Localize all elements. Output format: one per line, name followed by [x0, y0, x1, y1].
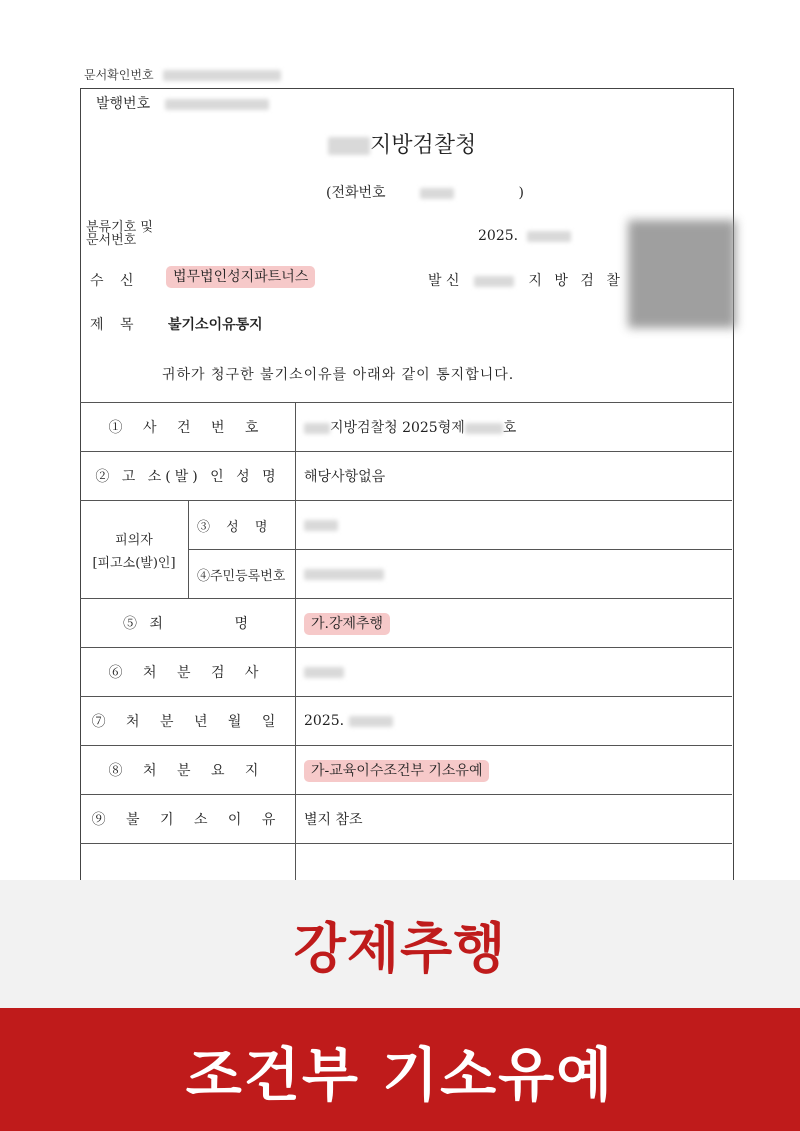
- redacted-date: [527, 231, 571, 242]
- prosecutor-label: ⑥ 처 분 검 사: [80, 648, 296, 697]
- rrn-value: [296, 550, 733, 599]
- redacted-confirm-number: [163, 70, 281, 81]
- classification-label-line1: 분류기호 및: [86, 220, 153, 235]
- notice-table: [80, 402, 732, 880]
- charge-highlight: 가.강제추행: [304, 613, 390, 635]
- confirm-number-label: [84, 66, 281, 83]
- case-number-value: [296, 403, 733, 452]
- office-name: 지방검찰청: [370, 133, 477, 158]
- phone-line: [326, 182, 524, 202]
- charge-value: [296, 599, 733, 648]
- subline-text: 조건부 기소유예: [185, 1040, 615, 1109]
- document-date-text: 2025.: [478, 228, 519, 244]
- case-number-label: ① 사 건 번 호: [80, 403, 296, 452]
- redacted-case-region: [304, 423, 330, 434]
- redacted-phone: [420, 188, 454, 199]
- suspect-name-value: [296, 501, 733, 550]
- table-row: [80, 452, 732, 501]
- prosecutor-value: [296, 648, 733, 697]
- issue-number: [96, 93, 269, 113]
- disposition-date-label: ⑦ 처 분 년 월 일: [80, 697, 296, 746]
- redacted-sender-region: [474, 276, 514, 287]
- confirm-number-text: 문서확인번호: [84, 68, 154, 82]
- complainant-label: ② 고 소(발) 인 성 명: [80, 452, 296, 501]
- disposition-label: ⑧ 처 분 요 지: [80, 746, 296, 795]
- redacted-rrn: [304, 569, 384, 580]
- headline-text: 강제추행: [293, 916, 507, 980]
- table-row: [80, 648, 732, 697]
- table-row: [80, 795, 732, 844]
- phone-close: ): [518, 185, 524, 201]
- redacted-name: [304, 520, 338, 531]
- official-seal-redacted: [628, 220, 736, 328]
- classification-label: [86, 221, 153, 247]
- recipient-label: 수 신: [90, 273, 140, 289]
- reason-label: ⑨ 불 기 소 이 유: [80, 795, 296, 844]
- redacted-disposition-date: [349, 716, 393, 727]
- phone-label: (전화번호: [326, 185, 386, 201]
- charge-label: ⑤ 죄 명: [80, 599, 296, 648]
- subline-banner: [0, 1008, 800, 1131]
- sender-value: 지 방 검 찰: [528, 273, 624, 289]
- headline-banner: [0, 880, 800, 1008]
- table-row: [80, 403, 732, 452]
- disposition-date-value: [296, 697, 733, 746]
- empty-label-cell: [80, 844, 296, 881]
- suspect-name-label: ③ 성 명: [189, 501, 296, 550]
- sender: [428, 270, 624, 290]
- sender-label: 발 신: [428, 273, 460, 289]
- suspect-label-line1: 피의자: [115, 532, 153, 548]
- disposition-highlight: 가-교육이수조건부 기소유예: [304, 760, 489, 782]
- table-row: [80, 599, 732, 648]
- case-number-suffix: 호: [502, 420, 517, 436]
- reason-value: 별지 참조: [296, 795, 733, 844]
- intro-sentence: 귀하가 청구한 불기소이유를 아래와 같이 통지합니다.: [162, 367, 515, 383]
- classification-label-line2: 문서번호: [86, 233, 137, 248]
- suspect-label-line2: [피고소(발)인]: [92, 555, 176, 571]
- redacted-case-number: [465, 423, 503, 434]
- issue-number-label: 발행번호: [96, 96, 151, 112]
- table-row: [80, 746, 732, 795]
- complainant-value: 해당사항없음: [296, 452, 733, 501]
- rrn-label: ④주민등록번호: [189, 550, 296, 599]
- empty-value-cell: [296, 844, 733, 881]
- table-row: [80, 501, 732, 550]
- redacted-office-region: [328, 137, 370, 155]
- office-title: [328, 128, 476, 159]
- disposition-date-text: 2025.: [304, 713, 345, 729]
- suspect-label: [80, 501, 189, 599]
- redacted-issue-number: [165, 99, 269, 110]
- disposition-value: [296, 746, 733, 795]
- table-row: [80, 844, 732, 881]
- recipient-value: [166, 266, 315, 286]
- table-row: [80, 697, 732, 746]
- subject-label: 제 목: [90, 317, 140, 333]
- case-number-text: 지방검찰청 2025형제: [330, 420, 465, 436]
- redacted-prosecutor: [304, 667, 344, 678]
- subject-value: 불기소이유통지: [168, 317, 263, 333]
- recipient-highlight: 법무법인성지파트너스: [166, 266, 315, 288]
- document-date: [478, 228, 571, 244]
